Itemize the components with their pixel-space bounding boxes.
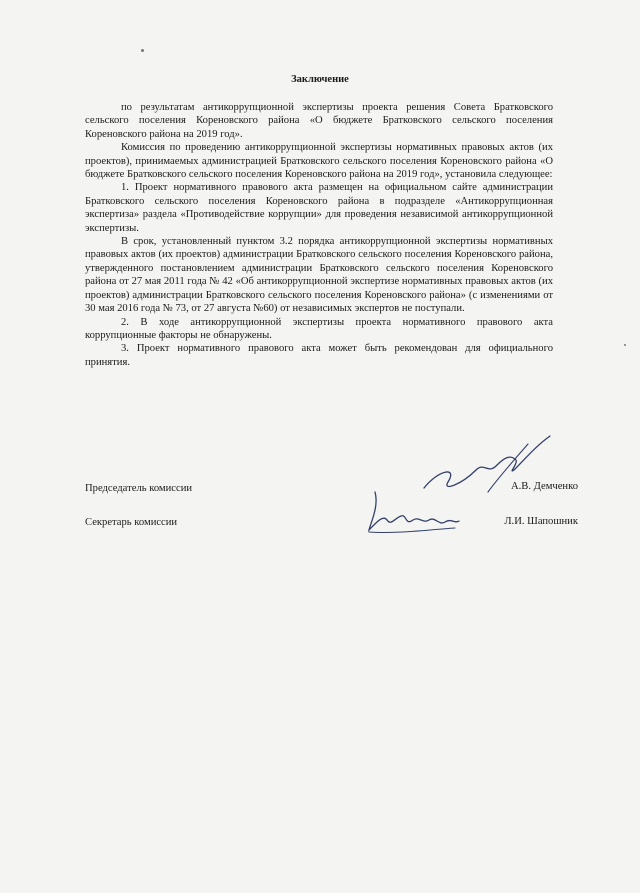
chairman-name: А.В. Демченко: [510, 481, 578, 492]
paragraph-item-3: 3. Проект нормативного правового акта может быть рекомендован для официального принятия.: [85, 343, 553, 368]
paragraph-commission: Комиссия по проведению антикоррупционной экспертизы нормативных правовых актов (их проектов), принимаемых администрацией Братковского сельского поселения Кореновского района «О бюджете Братковского сельского поселения Кореновского района на 2019 год», установила следующее:: [85, 142, 553, 181]
scan-speck: [141, 49, 144, 52]
secretary-label: Секретарь комиссии: [85, 517, 178, 528]
document-body: [85, 101, 553, 369]
document-title: Заключение: [291, 74, 349, 85]
secretary-signature: [365, 488, 465, 538]
paragraph-item-2: 2. В ходе антикоррупционной экспертизы проекта нормативного правового акта коррупционные факторы не обнаружены.: [85, 316, 553, 341]
paragraph-item-1: 1. Проект нормативного правового акта размещен на официальном сайте администрации Братковского сельского поселения Кореновского района в подразделе «Антикоррупционная экспертиза» раздела «Противодействие коррупции» для проведения независимой антикоррупционной экспертизы.: [85, 182, 553, 234]
scan-speck: [624, 344, 626, 346]
secretary-name: Л.И. Шапошник: [504, 516, 578, 527]
chairman-label: Председатель комиссии: [85, 483, 193, 494]
paragraph-subject: по результатам антикоррупционной экспертизы проекта решения Совета Братковского сельского поселения Кореновского района «О бюджете Братковского сельского поселения Кореновского района на 2019 год».: [85, 102, 553, 140]
paragraph-deadline: В срок, установленный пунктом 3.2 порядка антикоррупционной экспертизы нормативных правовых актов (их проектов) администрации Братковского сельского поселения Кореновского района, утвержденного постановлением администрации Братковского сельского поселения Кореновского района от 27 мая 2011 года № 42 «Об антикоррупционной экспертизе нормативных правовых актов (их проектов) администрации Братковского сельского поселения Кореновского района» (с изменениями от 30 мая 2016 года № 73, от 27 августа №60) от независимых экспертов не поступали.: [85, 236, 553, 315]
